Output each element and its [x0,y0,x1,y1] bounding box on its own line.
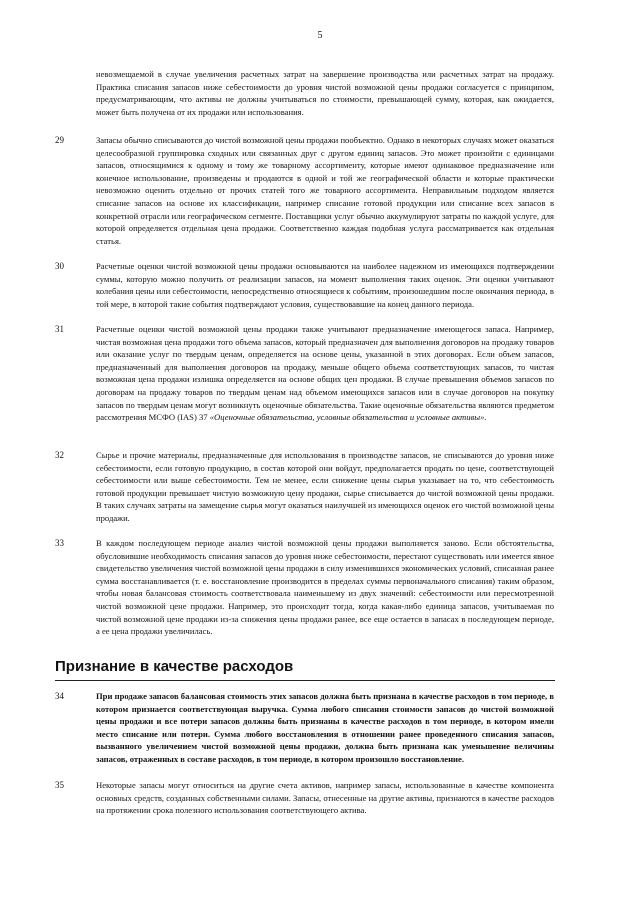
paragraph-text: невозмещаемой в случае увеличения расчетных затрат на завершение производства или расчетных затрат на продажу. Практика списания запасов ниже себестоимости до уровня чистой возможной цены продажи согласуется с принципом, предусматривающим, что активы не должны учитываться по стоимости, превышающей сумму, которая, как ожидается, может быть получена от их продажи или использования. [96,69,554,117]
heading-divider [55,680,555,681]
paragraph-number: 31 [55,324,64,334]
paragraph-number: 34 [55,691,64,701]
paragraph-text [96,323,554,424]
section-heading: Признание в качестве расходов [55,658,294,675]
paragraph-text: Сырье и прочие материалы, предназначенные для использования в производстве запасов, не списываются до уровня ниже себестоимости, если готовую продукцию, в состав которой они войдут, предполагается продать по цене, соответствующей себестоимости или выше себестоимости. Тем не менее, если снижение цены сырья указывает на то, что себестоимость готовой продукции превышает чистую возможную цену продажи, сырье списывается до чистой возможной цены продажи. В таких случаях затраты на замещение сырья могут оказаться наилучшей из имеющихся оценок его чистой возможной цены продажи. [96,450,554,523]
paragraph-text-bold: При продаже запасов балансовая стоимость этих запасов должна быть признана в качестве расходов в том периоде, в котором признается соответствующая выручка. Сумма любого списания стоимости запасов до чистой возможной цены продажи и все потери запасов должны быть признаны в качестве расходов в том периоде, в котором имели место списание или потери. Сумма любого восстановления в отношении ранее проведенного списания запасов, вызванного увеличением чистой возможной цены продажи, должна быть признана как уменьшение величины запасов, отраженных в составе расходов, в том периоде, в котором произошло восстановление. [96,691,554,764]
paragraph-number: 32 [55,450,64,460]
paragraph-text: Запасы обычно списываются до чистой возможной цены продажи пообъектно. Однако в некоторых случаях может оказаться целесообразной группировка сходных или связанных друг с другом единиц запасов. Это может произойти с единицами запасов, относящимися к одному и тому же товарному ассортименту, которые имеют одинаковое предназначение или конечное использование, произведены и продаются в одной и той же географической области и которые практически невозможно оценить отдельно от прочих статей того же товарного ассортимента. Неправильным подходом является списание запасов на основе их классификации, например списание готовой продукции или списание всех запасов в конкретной отрасли или географическом сегменте. Поставщики услуг обычно аккумулируют затраты по каждой услуге, для которой определяется отдельная цена продажи. Соответственно каждая подобная услуга рассматривается как отдельная статья. [96,135,554,246]
standard-title-italic: «Оценочные обязательства, условные обязательства и условные активы». [209,412,487,423]
page-number: 5 [317,30,323,41]
paragraph-text: Расчетные оценки чистой возможной цены продажи основываются на наиболее надежном из имеющихся подтверждении суммы, которую можно получить от реализации запасов, на момент выполнения таких оценок. Эти оценки учитывают колебания цены или себестоимости, непосредственно относящиеся к событиям, произошедшим после окончания периода, в той мере, в которой такие события подтверждают условия, существовавшие на конец данного периода. [96,261,554,309]
paragraph-number: 29 [55,135,64,145]
paragraph-text-main: Расчетные оценки чистой возможной цены продажи также учитывают предназначение имеющегося запаса. Например, чистая возможная цена продажи того объема запасов, который предназначен для выполнения договоров на продажу товаров или оказание услуг по твердым ценам, определяется на основе цены, указанной в этих договорах. Если объем запасов, предназначенный для выполнения договоров на продажу, меньше общего объема соответствующих запасов, то чистая возможная цена продажи излишка определяется на основе общих цен продажи. В случае превышения объемов запасов по договорам на продажу товаров по твердым ценам над объемом имеющихся запасов или в случае договоров на покупку запасов по твердым ценам могут возникнуть оценочные обязательства. Такие оценочные обязательства являются предметом рассмотрения МСФО (IAS) 37 [96,324,554,423]
paragraph-number: 35 [55,780,64,790]
paragraph-number: 30 [55,261,64,271]
paragraph-text: В каждом последующем периоде анализ чистой возможной цены продажи выполняется заново. Если обстоятельства, обусловившие необходимость списания запасов до уровня ниже себестоимости, перестают существовать или имеется явное свидетельство увеличения чистой возможной цены продажи в силу изменившихся экономических условий, списанная ранее сумма восстанавливается (т. е. восстановление производится в пределах суммы первоначального списания) таким образом, чтобы новая балансовая стоимость соответствовала наименьшему из двух значений: себестоимости или пересмотренной чистой возможной цене продажи. Например, это происходит тогда, когда какая-либо единица запасов, учитываемая по чистой возможной цене продажи из-за снижения цены продажи ранее, все еще остается в запасах в последующем периоде, а ее цена продажи увеличилась. [96,538,554,637]
paragraph-text: Некоторые запасы могут относиться на другие счета активов, например запасы, использованные в качестве компонента основных средств, созданных собственными силами. Запасы, отнесенные на другие активы, признаются в качестве расходов на протяжении срока полезного использования соответствующего актива. [96,780,554,816]
paragraph-number: 33 [55,538,64,548]
